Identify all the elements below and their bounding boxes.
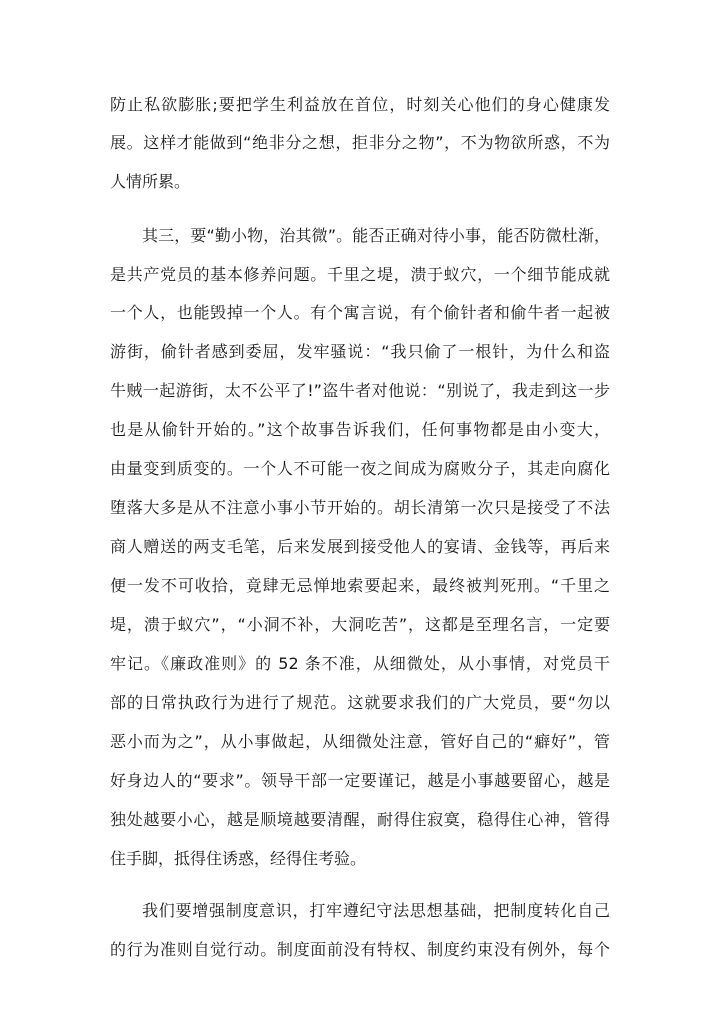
paragraph-line: 由量变到质变的。一个人不可能一夜之间成为腐败分子，其走向腐化: [110, 459, 610, 478]
paragraph-line: 恶小而为之”，从小事做起，从细微处注意，管好自己的“癖好”，管: [110, 732, 610, 751]
paragraph-line: 展。这样才能做到“绝非分之想，拒非分之物”，不为物欲所惑，不为: [110, 133, 610, 152]
paragraph-line: 住手脚，抵得住诱惑，经得住考验。: [110, 849, 367, 868]
paragraph-line: 其三，要“勤小物，治其微”。能否正确对待小事，能否防微杜渐，: [142, 226, 610, 245]
paragraph-line: 堤，溃于蚁穴”，“小洞不补，大洞吃苦”，这都是至理名言，一定要: [110, 615, 610, 634]
paragraph-line: 游街，偷针者感到委屈，发牢骚说：“我只偷了一根针，为什么和盗: [110, 342, 610, 361]
paragraph-line: 部的日常执政行为进行了规范。这就要求我们的广大党员，要“勿以: [110, 693, 610, 712]
paragraph-line: 一个人，也能毁掉一个人。有个寓言说，有个偷针者和偷牛者一起被: [110, 303, 610, 322]
paragraph-line: 我们要增强制度意识，打牢遵纪守法思想基础，把制度转化自己: [142, 901, 610, 920]
paragraph-line: 牛贼一起游街，太不公平了!”盗牛者对他说：“别说了，我走到这一步: [110, 381, 610, 400]
paragraph-line: 好身边人的“要求”。领导干部一定要谨记，越是小事越要留心，越是: [110, 771, 610, 790]
paragraph-line: 是共产党员的基本修养问题。千里之堤，溃于蚁穴，一个细节能成就: [110, 265, 610, 284]
paragraph-line: 商人赠送的两支毛笔，后来发展到接受他人的宴请、金钱等，再后来: [110, 537, 610, 556]
paragraph-line: 也是从偷针开始的。”这个故事告诉我们，任何事物都是由小变大，: [110, 420, 610, 439]
paragraph-line: 牢记。《廉政准则》的 52 条不准，从细微处，从小事情，对党员干: [110, 654, 610, 673]
paragraph-line: 独处越要小心，越是顺境越要清醒，耐得住寂寞，稳得住心神，管得: [110, 810, 610, 829]
paragraph-line: 人情所累。: [110, 172, 191, 191]
paragraph-line: 防止私欲膨胀;要把学生利益放在首位，时刻关心他们的身心健康发: [110, 95, 610, 114]
paragraph-line: 便一发不可收拾，竟肆无忌惮地索要起来，最终被判死刑。“千里之: [110, 576, 610, 595]
paragraph-line: 堕落大多是从不注意小事小节开始的。胡长清第一次只是接受了不法: [110, 498, 610, 517]
paragraph-line: 的行为准则自觉行动。制度面前没有特权、制度约束没有例外，每个: [110, 940, 610, 959]
